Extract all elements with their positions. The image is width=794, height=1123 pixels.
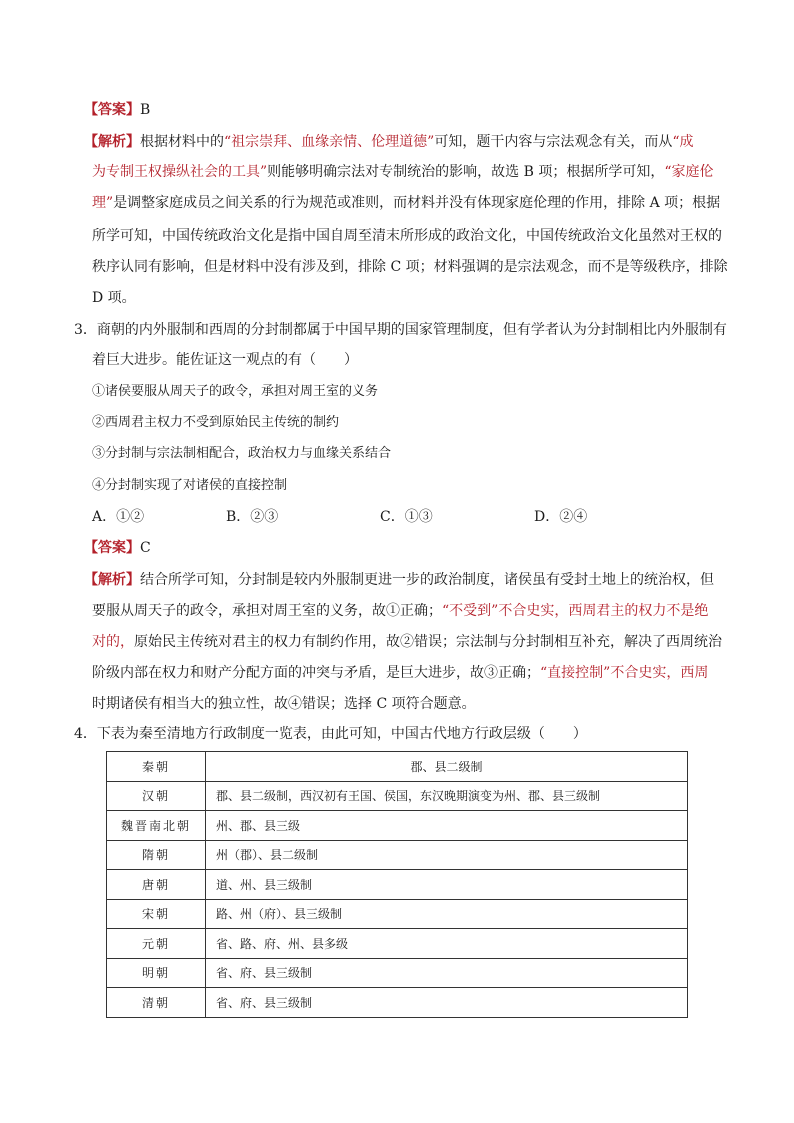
dynasty-cell: 隋朝 [107,840,206,870]
dynasty-cell: 秦朝 [107,752,206,782]
dynasty-cell: 明朝 [107,958,206,988]
system-cell: 省、府、县三级制 [206,958,688,988]
q4-stem: 4．下表为秦至清地方行政制度一览表，由此可知，中国古代地方行政层级（ ） [74,726,587,742]
analysis-label: 【解析】 [84,572,140,588]
table-row [107,988,688,1018]
q3-analysis-line-4: 阶级内部在权力和财产分配方面的冲突与矛盾，是巨大进步，故③正确；“直接控制”不合史实，西周 [92,665,709,681]
dynasty-cell: 魏晋南北朝 [107,811,206,841]
system-cell: 郡、县二级制，西汉初有王国、侯国，东汉晚期演变为州、郡、县三级制 [206,781,688,811]
q3-stem-line-2: 着巨大进步。能佐证这一观点的有（ ） [92,352,358,368]
system-cell: 路、州（府）、县三级制 [206,899,688,929]
q3-option-b: B．②③ [226,509,279,525]
system-cell: 州、郡、县三级 [206,811,688,841]
q2-analysis-line-5: 秩序认同有影响，但是材料中没有涉及到，排除 C 项；材料强调的是宗法观念，而不是等级秩序，排除 [92,259,728,275]
q3-option-c: C．①③ [380,509,433,525]
q2-analysis-line-6: D 项。 [92,290,136,306]
q3-item-1: ①诸侯要服从周天子的政令，承担对周王室的义务 [92,384,379,399]
system-cell: 省、路、府、州、县多级 [206,929,688,959]
dynasty-cell: 清朝 [107,988,206,1018]
dynasty-cell: 元朝 [107,929,206,959]
table-row [107,870,688,900]
table-row [107,811,688,841]
q3-stem-line-1: 3．商朝的内外服制和西周的分封制都属于中国早期的国家管理制度，但有学者认为分封制相比内外服制有 [74,322,727,338]
table-row [107,899,688,929]
system-cell: 道、州、县三级制 [206,870,688,900]
table-row [107,840,688,870]
dynasty-cell: 宋朝 [107,899,206,929]
q3-option-d: D．②④ [534,509,588,525]
dynasty-cell: 唐朝 [107,870,206,900]
q3-analysis-line-3: 对的，原始民主传统对君主的权力有制约作用，故②错误；宗法制与分封制相互补充，解决了西周统治 [92,634,722,650]
analysis-label: 【解析】 [84,134,140,150]
table-row [107,929,688,959]
answer-label: 【答案】 [84,540,140,556]
table-row [107,958,688,988]
system-cell: 州（郡）、县二级制 [206,840,688,870]
admin-system-table [106,751,688,1018]
q3-option-a: A．①② [92,509,145,525]
q3-item-3: ③分封制与宗法制相配合，政治权力与血缘关系结合 [92,446,392,461]
dynasty-cell: 汉朝 [107,781,206,811]
q3-answer [84,538,151,558]
q2-answer [84,100,150,120]
q3-analysis-line-1: 【解析】结合所学可知，分封制是较内外服制更进一步的政治制度，诸侯虽有受封土地上的统治权，但 [84,572,714,588]
table-row [107,781,688,811]
q3-item-2: ②西周君主权力不受到原始民主传统的制约 [92,415,340,430]
q2-analysis-line-2: 为专制王权操纵社会的工具”则能够明确宗法对专制统治的影响，故选 B 项；根据所学可知，“家庭伦 [92,164,714,180]
answer-value: B [140,102,151,118]
system-cell: 郡、县二级制 [206,752,688,782]
q2-analysis-line-1: 【解析】根据材料中的“祖宗崇拜、血缘亲情、伦理道德”可知，题干内容与宗法观念有关，而从“成 [84,134,694,150]
q2-analysis-line-3: 理”是调整家庭成员之间关系的行为规范或准则，而材料并没有体现家庭伦理的作用，排除 A 项；根据 [92,195,721,211]
q3-analysis-line-5: 时期诸侯有相当大的独立性，故④错误；选择 C 项符合题意。 [92,696,476,712]
answer-value: C [140,540,151,556]
q3-item-4: ④分封制实现了对诸侯的直接控制 [92,478,288,493]
answer-label: 【答案】 [84,102,140,118]
system-cell: 省、府、县三级制 [206,988,688,1018]
q2-analysis-line-4: 所学可知，中国传统政治文化是指中国自周至清末所形成的政治文化，中国传统政治文化虽然对王权的 [92,228,722,244]
q3-analysis-line-2: 要服从周天子的政令，承担对周王室的义务，故①正确；“不受到”不合史实，西周君主的权力不是绝 [92,603,709,619]
table-row [107,752,688,782]
